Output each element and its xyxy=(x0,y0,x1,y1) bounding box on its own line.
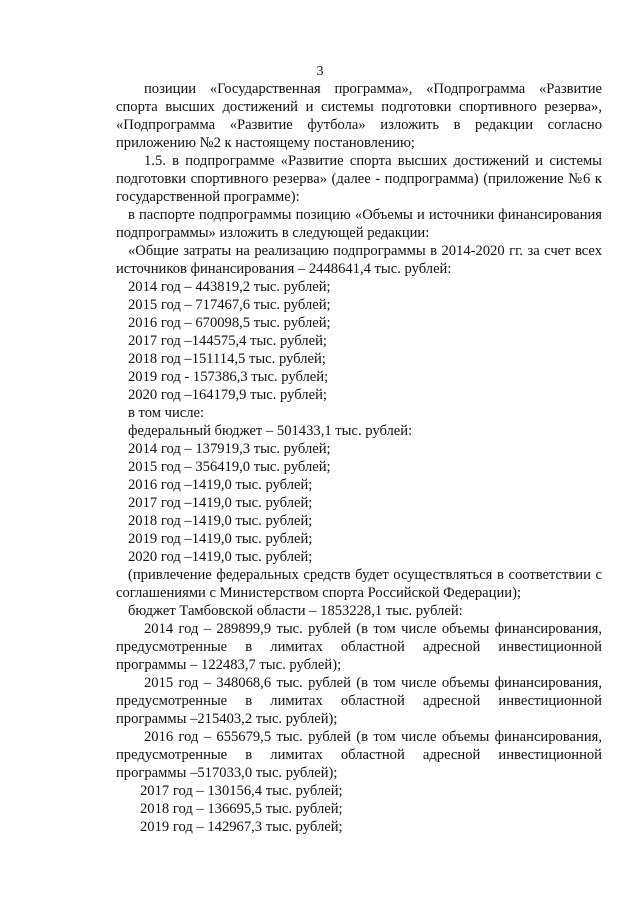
regional-year-2016: 2016 год – 655679,5 тыс. рублей (в том числе объемы финансирования, предусмотренные в лимитах областной адресной инвестиционной программы –517033,0 тыс. рублей); xyxy=(116,729,602,781)
federal-by-year-list xyxy=(116,440,602,566)
total-year-2017: 2017 год –144575,4 тыс. рублей; xyxy=(128,333,327,349)
regional-year-2017: 2017 год – 130156,4 тыс. рублей; xyxy=(140,783,343,799)
regional-year-2014: 2014 год – 289899,9 тыс. рублей (в том числе объемы финансирования, предусмотренные в лимитах областной адресной инвестиционной программы – 122483,7 тыс. рублей); xyxy=(116,621,602,673)
total-year-2016: 2016 год – 670098,5 тыс. рублей; xyxy=(128,315,331,331)
total-year-2018: 2018 год –151114,5 тыс. рублей; xyxy=(128,351,326,367)
paragraph-total-costs: «Общие затраты на реализацию подпрограммы в 2014-2020 гг. за счет всех источников финансирования – 2448641,4 тыс. рублей: xyxy=(116,243,602,277)
regional-detailed-list xyxy=(116,620,602,782)
regional-year-2015: 2015 год – 348068,6 тыс. рублей (в том числе объемы финансирования, предусмотренные в лимитах областной адресной инвестиционной программы –215403,2 тыс. рублей); xyxy=(116,675,602,727)
total-by-year-list xyxy=(116,278,602,404)
regional-budget-total: бюджет Тамбовской области – 1853228,1 тыс. рублей: xyxy=(128,603,463,619)
federal-year-2018: 2018 год –1419,0 тыс. рублей; xyxy=(128,513,313,529)
federal-year-2016: 2016 год –1419,0 тыс. рублей; xyxy=(128,477,313,493)
total-year-2015: 2015 год – 717467,6 тыс. рублей; xyxy=(128,297,331,313)
federal-budget-total: федеральный бюджет – 501433,1 тыс. рублей: xyxy=(128,423,413,439)
page-number: 3 xyxy=(316,64,324,79)
total-year-2014: 2014 год – 443819,2 тыс. рублей; xyxy=(128,279,331,295)
total-year-2019: 2019 год - 157386,3 тыс. рублей; xyxy=(128,369,329,385)
federal-year-2015: 2015 год – 356419,0 тыс. рублей; xyxy=(128,459,331,475)
federal-year-2014: 2014 год – 137919,3 тыс. рублей; xyxy=(128,441,331,457)
regional-by-year-list xyxy=(116,782,602,836)
federal-year-2019: 2019 год –1419,0 тыс. рублей; xyxy=(128,531,313,547)
paragraph-subprogram-1-5: 1.5. в подпрограмме «Развитие спорта высших достижений и системы подготовки спортивного резерва» (далее - подпрограмма) (приложение №6 к государственной программе): xyxy=(116,153,602,205)
total-year-2020: 2020 год –164179,9 тыс. рублей; xyxy=(128,387,327,403)
paragraph-positions: позиции «Государственная программа», «Подпрограмма «Развитие спорта высших достижений и системы подготовки спортивного резерва», «Подпрограмма «Развитие футбола» изложить в редакции согласно приложению №2 к настоящему постановлению; xyxy=(116,81,602,151)
document-body xyxy=(116,80,602,836)
including-label: в том числе: xyxy=(128,405,205,421)
regional-year-2019: 2019 год – 142967,3 тыс. рублей; xyxy=(140,819,343,835)
paragraph-passport: в паспорте подпрограммы позицию «Объемы и источники финансирования подпрограммы» изложить в следующей редакции: xyxy=(116,207,602,241)
federal-year-2017: 2017 год –1419,0 тыс. рублей; xyxy=(128,495,313,511)
regional-year-2018: 2018 год – 136695,5 тыс. рублей; xyxy=(140,801,343,817)
federal-funding-note: (привлечение федеральных средств будет осуществляться в соответствии с соглашениями с Министерством спорта Российской Федерации); xyxy=(116,567,602,601)
federal-year-2020: 2020 год –1419,0 тыс. рублей; xyxy=(128,549,313,565)
